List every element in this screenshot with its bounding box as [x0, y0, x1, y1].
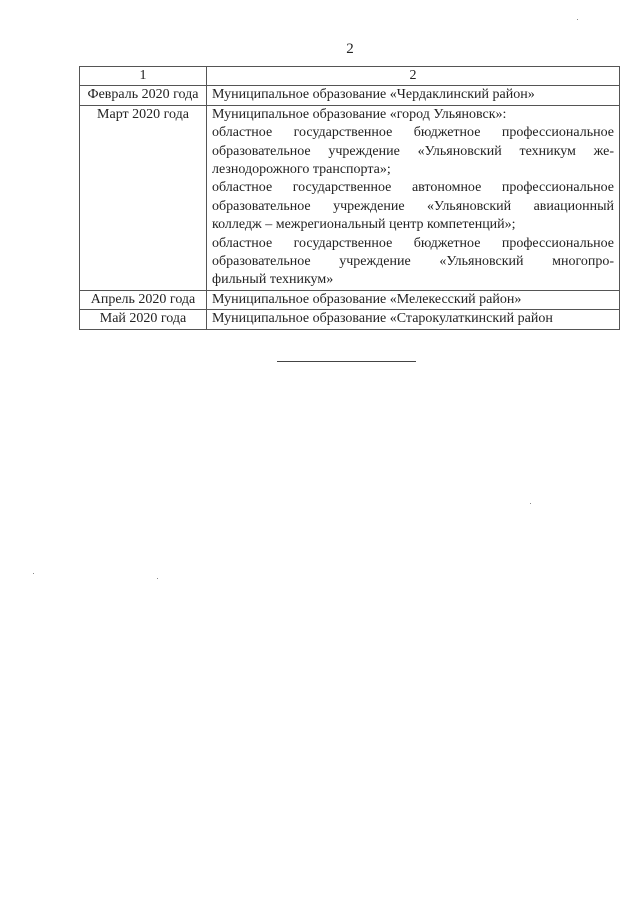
header-cell-2: 2: [207, 67, 620, 86]
scan-speck: [157, 578, 158, 579]
text-line: образовательное учреждение «Ульяновский многопро-: [212, 254, 614, 270]
text-line: областное государственное автономное профессиональное: [212, 180, 614, 196]
text-line: областное государственное бюджетное профессиональное: [212, 125, 614, 141]
text-line: колледж – межрегиональный центр компетенций»;: [212, 217, 516, 233]
text-line: Муниципальное образование «город Ульяновск»:: [212, 106, 507, 122]
page-number: 2: [346, 41, 354, 57]
text-line: фильный техникум»: [212, 272, 334, 288]
schedule-table: [79, 66, 620, 330]
text-line: Муниципальное образование «Чердаклинский район»: [212, 87, 535, 103]
text-line: Муниципальное образование «Мелекесский район»: [212, 291, 522, 307]
table-row: [80, 105, 620, 290]
institution-cell: [207, 86, 620, 105]
period-cell: Март 2020 года: [80, 105, 207, 290]
header-cell-1: 1: [80, 67, 207, 86]
text-line: образовательное учреждение «Ульяновский техникум же-: [212, 143, 614, 159]
scan-speck: [530, 503, 531, 504]
scan-speck: [577, 19, 578, 20]
text-line: образовательное учреждение «Ульяновский авиационный: [212, 198, 614, 214]
text-line: лезнодорожного транспорта»;: [212, 162, 391, 178]
scan-speck: [33, 573, 34, 574]
period-cell: Февраль 2020 года: [80, 86, 207, 105]
table-row: [80, 310, 620, 329]
table-row: [80, 86, 620, 105]
period-cell: Апрель 2020 года: [80, 290, 207, 309]
text-line: Муниципальное образование «Старокулаткинский район: [212, 311, 553, 327]
institution-cell: [207, 290, 620, 309]
period-cell: Май 2020 года: [80, 310, 207, 329]
text-line: областное государственное бюджетное профессиональное: [212, 235, 614, 251]
table-row: [80, 290, 620, 309]
table-header-row: [80, 67, 620, 86]
institution-cell: [207, 310, 620, 329]
end-rule: [277, 361, 416, 362]
institution-cell: [207, 105, 620, 290]
